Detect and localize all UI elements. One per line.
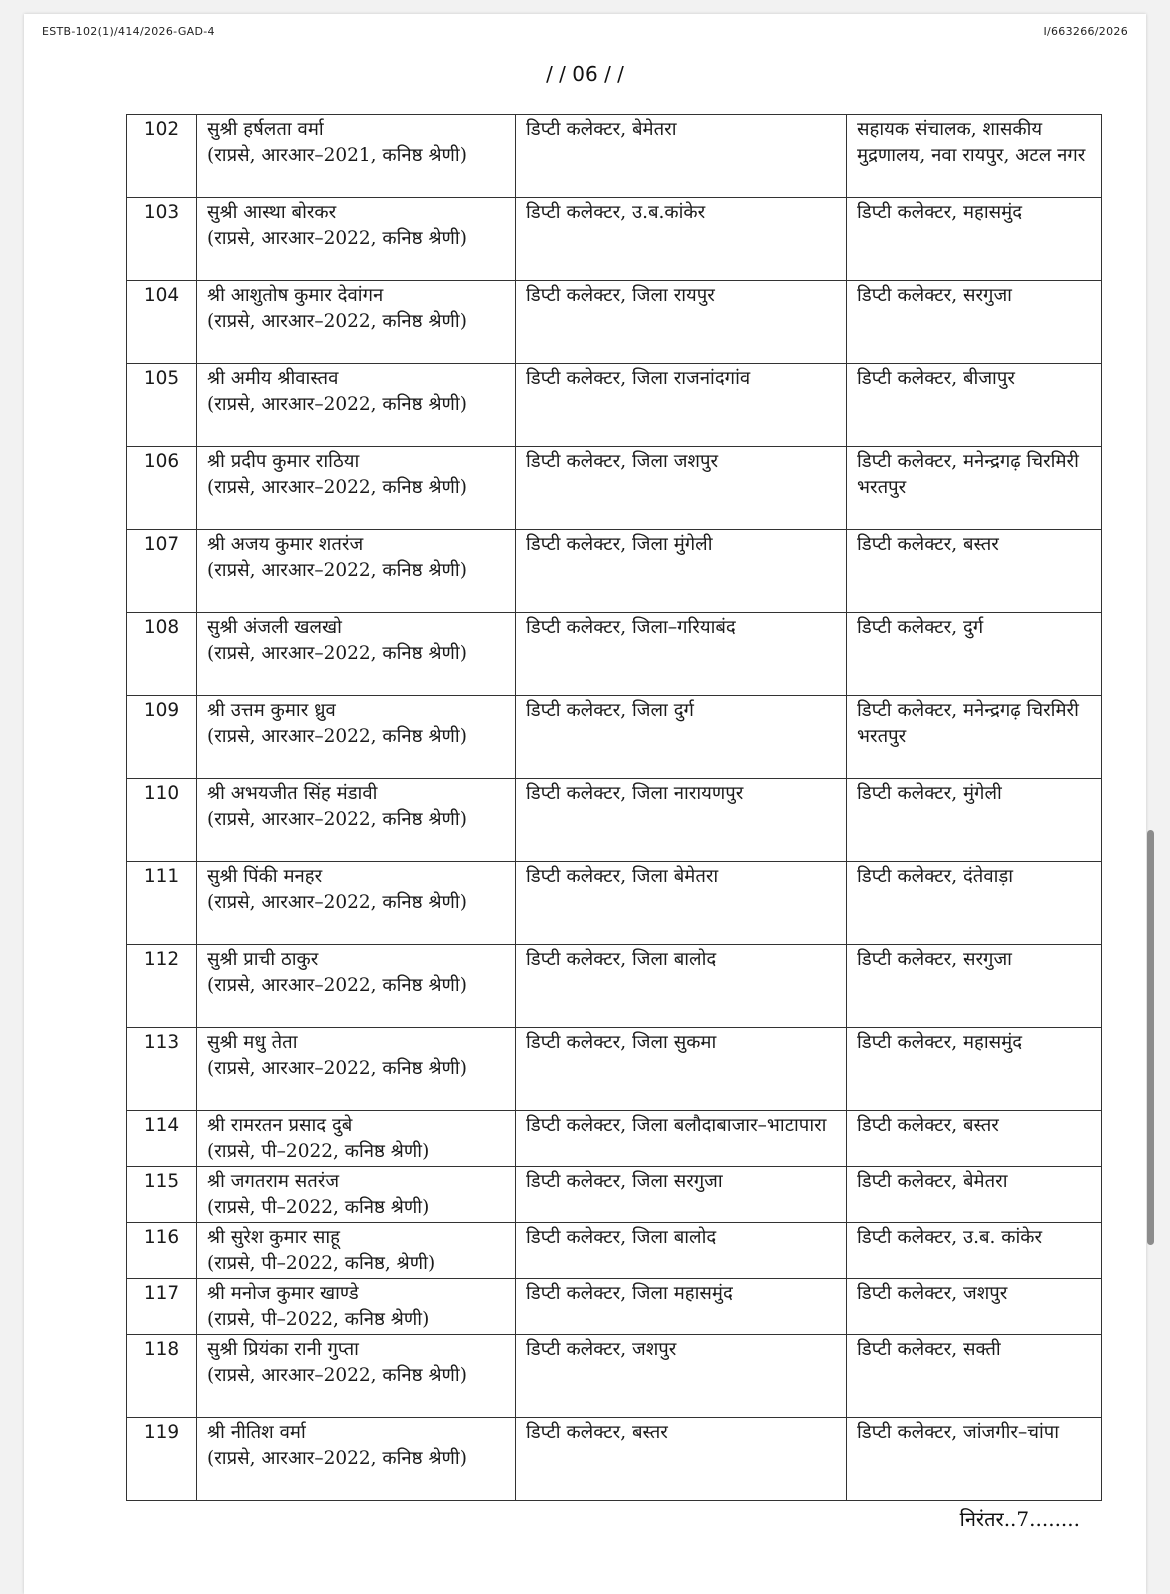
officer-cell [197, 447, 516, 530]
page-number: / / 06 / / [546, 62, 624, 86]
table-row [127, 779, 1102, 862]
officer-name: सुश्री आस्था बोरकर [207, 202, 337, 223]
serial-number: 114 [127, 1111, 197, 1167]
table-row [127, 1279, 1102, 1335]
serial-number: 113 [127, 1028, 197, 1111]
new-posting: डिप्टी कलेक्टर, बस्तर [847, 530, 1102, 613]
table-row [127, 530, 1102, 613]
table-row [127, 198, 1102, 281]
table-row [127, 1335, 1102, 1418]
current-posting: डिप्टी कलेक्टर, जिला जशपुर [516, 447, 847, 530]
current-posting: डिप्टी कलेक्टर, जिला मुंगेली [516, 530, 847, 613]
current-posting: डिप्टी कलेक्टर, जशपुर [516, 1335, 847, 1418]
new-posting: डिप्टी कलेक्टर, बेमेतरा [847, 1167, 1102, 1223]
new-posting: डिप्टी कलेक्टर, बीजापुर [847, 364, 1102, 447]
officer-cell [197, 364, 516, 447]
document-page [24, 14, 1146, 1594]
current-posting: डिप्टी कलेक्टर, जिला महासमुंद [516, 1279, 847, 1335]
new-posting: डिप्टी कलेक्टर, दुर्ग [847, 613, 1102, 696]
officer-category: (राप्रसे, आरआर–2022, कनिष्ठ श्रेणी) [207, 560, 467, 581]
new-posting: डिप्टी कलेक्टर, महासमुंद [847, 198, 1102, 281]
officer-category: (राप्रसे, आरआर–2022, कनिष्ठ श्रेणी) [207, 643, 467, 664]
officer-category: (राप्रसे, आरआर–2022, कनिष्ठ श्रेणी) [207, 809, 467, 830]
officer-category: (राप्रसे, आरआर–2022, कनिष्ठ श्रेणी) [207, 1448, 467, 1469]
current-posting: डिप्टी कलेक्टर, जिला राजनांदगांव [516, 364, 847, 447]
officer-name: श्री अमीय श्रीवास्तव [207, 368, 339, 389]
new-posting: डिप्टी कलेक्टर, जशपुर [847, 1279, 1102, 1335]
current-posting: डिप्टी कलेक्टर, बेमेतरा [516, 115, 847, 198]
table-row [127, 364, 1102, 447]
officer-category: (राप्रसे, आरआर–2022, कनिष्ठ श्रेणी) [207, 1365, 467, 1386]
serial-number: 104 [127, 281, 197, 364]
current-posting: डिप्टी कलेक्टर, जिला बालोद [516, 1223, 847, 1279]
serial-number: 112 [127, 945, 197, 1028]
current-posting: डिप्टी कलेक्टर, जिला सरगुजा [516, 1167, 847, 1223]
officer-category: (राप्रसे, आरआर–2022, कनिष्ठ श्रेणी) [207, 477, 467, 498]
serial-number: 102 [127, 115, 197, 198]
officer-cell [197, 281, 516, 364]
serial-number: 118 [127, 1335, 197, 1418]
transfer-table-body [127, 115, 1102, 1501]
officer-category: (राप्रसे, पी–2022, कनिष्ठ श्रेणी) [207, 1309, 430, 1330]
officer-cell [197, 613, 516, 696]
officer-category: (राप्रसे, पी–2022, कनिष्ठ श्रेणी) [207, 1197, 430, 1218]
officer-cell [197, 862, 516, 945]
new-posting: डिप्टी कलेक्टर, सरगुजा [847, 945, 1102, 1028]
officer-name: सुश्री हर्षलता वर्मा [207, 119, 324, 140]
officer-category: (राप्रसे, आरआर–2021, कनिष्ठ श्रेणी) [207, 145, 467, 166]
officer-cell [197, 1167, 516, 1223]
new-posting: सहायक संचालक, शासकीय मुद्रणालय, नवा रायपुर, अटल नगर [847, 115, 1102, 198]
table-row [127, 1111, 1102, 1167]
serial-number: 103 [127, 198, 197, 281]
officer-name: श्री मनोज कुमार खाण्डे [207, 1283, 359, 1304]
table-row [127, 945, 1102, 1028]
serial-number: 116 [127, 1223, 197, 1279]
officer-name: श्री सुरेश कुमार साहू [207, 1227, 340, 1248]
serial-number: 115 [127, 1167, 197, 1223]
serial-number: 107 [127, 530, 197, 613]
serial-number: 117 [127, 1279, 197, 1335]
current-posting: डिप्टी कलेक्टर, उ.ब.कांकेर [516, 198, 847, 281]
officer-category: (राप्रसे, पी–2022, कनिष्ठ श्रेणी) [207, 1141, 430, 1162]
officer-name: सुश्री प्रियंका रानी गुप्ता [207, 1339, 359, 1360]
officer-name: सुश्री प्राची ठाकुर [207, 949, 319, 970]
table-row [127, 862, 1102, 945]
new-posting: डिप्टी कलेक्टर, उ.ब. कांकेर [847, 1223, 1102, 1279]
officer-category: (राप्रसे, पी–2022, कनिष्ठ, श्रेणी) [207, 1253, 436, 1274]
file-reference: ESTB-102(1)/414/2026-GAD-4 [42, 25, 215, 38]
table-row [127, 1167, 1102, 1223]
officer-cell [197, 1223, 516, 1279]
officer-category: (राप्रसे, आरआर–2022, कनिष्ठ श्रेणी) [207, 1058, 467, 1079]
new-posting: डिप्टी कलेक्टर, सरगुजा [847, 281, 1102, 364]
current-posting: डिप्टी कलेक्टर, जिला नारायणपुर [516, 779, 847, 862]
officer-name: सुश्री अंजली खलखो [207, 617, 342, 638]
officer-cell [197, 779, 516, 862]
officer-name: श्री नीतिश वर्मा [207, 1422, 306, 1443]
new-posting: डिप्टी कलेक्टर, मुंगेली [847, 779, 1102, 862]
officer-name: श्री आशुतोष कुमार देवांगन [207, 285, 384, 306]
officer-cell [197, 1028, 516, 1111]
new-posting: डिप्टी कलेक्टर, बस्तर [847, 1111, 1102, 1167]
officer-cell [197, 1111, 516, 1167]
current-posting: डिप्टी कलेक्टर, जिला बलौदाबाजार–भाटापारा [516, 1111, 847, 1167]
officer-name: सुश्री पिंकी मनहर [207, 866, 323, 887]
officer-category: (राप्रसे, आरआर–2022, कनिष्ठ श्रेणी) [207, 975, 467, 996]
officer-name: श्री उत्तम कुमार ध्रुव [207, 700, 336, 721]
serial-number: 105 [127, 364, 197, 447]
officer-category: (राप्रसे, आरआर–2022, कनिष्ठ श्रेणी) [207, 311, 467, 332]
current-posting: डिप्टी कलेक्टर, बस्तर [516, 1418, 847, 1501]
officer-category: (राप्रसे, आरआर–2022, कनिष्ठ श्रेणी) [207, 726, 467, 747]
current-posting: डिप्टी कलेक्टर, जिला बालोद [516, 945, 847, 1028]
new-posting: डिप्टी कलेक्टर, मनेन्द्रगढ़ चिरमिरी भरतपुर [847, 447, 1102, 530]
table-row [127, 1223, 1102, 1279]
serial-number: 109 [127, 696, 197, 779]
officer-cell [197, 530, 516, 613]
serial-number: 111 [127, 862, 197, 945]
serial-number: 108 [127, 613, 197, 696]
officer-cell [197, 115, 516, 198]
officer-name: श्री अभयजीत सिंह मंडावी [207, 783, 378, 804]
officer-name: श्री रामरतन प्रसाद दुबे [207, 1115, 353, 1136]
new-posting: डिप्टी कलेक्टर, जांजगीर–चांपा [847, 1418, 1102, 1501]
scrollbar-thumb[interactable] [1147, 830, 1154, 1245]
officer-cell [197, 1335, 516, 1418]
table-row [127, 1418, 1102, 1501]
serial-number: 106 [127, 447, 197, 530]
current-posting: डिप्टी कलेक्टर, जिला बेमेतरा [516, 862, 847, 945]
new-posting: डिप्टी कलेक्टर, सक्ती [847, 1335, 1102, 1418]
current-posting: डिप्टी कलेक्टर, जिला रायपुर [516, 281, 847, 364]
table-row [127, 281, 1102, 364]
current-posting: डिप्टी कलेक्टर, जिला दुर्ग [516, 696, 847, 779]
officer-category: (राप्रसे, आरआर–2022, कनिष्ठ श्रेणी) [207, 892, 467, 913]
officer-name: सुश्री मधु तेता [207, 1032, 298, 1053]
officer-cell [197, 696, 516, 779]
table-row [127, 1028, 1102, 1111]
officer-name: श्री जगतराम सतरंज [207, 1171, 340, 1192]
officer-category: (राप्रसे, आरआर–2022, कनिष्ठ श्रेणी) [207, 394, 467, 415]
continued-note: निरंतर..7........ [959, 1507, 1080, 1531]
new-posting: डिप्टी कलेक्टर, महासमुंद [847, 1028, 1102, 1111]
officer-name: श्री प्रदीप कुमार राठिया [207, 451, 360, 472]
current-posting: डिप्टी कलेक्टर, जिला सुकमा [516, 1028, 847, 1111]
table-row [127, 115, 1102, 198]
inward-reference: I/663266/2026 [1043, 25, 1128, 38]
table-row [127, 447, 1102, 530]
officer-name: श्री अजय कुमार शतरंज [207, 534, 364, 555]
table-row [127, 696, 1102, 779]
table-row [127, 613, 1102, 696]
officer-cell [197, 945, 516, 1028]
officer-cell [197, 198, 516, 281]
officer-category: (राप्रसे, आरआर–2022, कनिष्ठ श्रेणी) [207, 228, 467, 249]
new-posting: डिप्टी कलेक्टर, मनेन्द्रगढ़ चिरमिरी भरतपुर [847, 696, 1102, 779]
serial-number: 119 [127, 1418, 197, 1501]
serial-number: 110 [127, 779, 197, 862]
current-posting: डिप्टी कलेक्टर, जिला–गरियाबंद [516, 613, 847, 696]
transfer-table [126, 114, 1102, 1501]
new-posting: डिप्टी कलेक्टर, दंतेवाड़ा [847, 862, 1102, 945]
officer-cell [197, 1418, 516, 1501]
officer-cell [197, 1279, 516, 1335]
